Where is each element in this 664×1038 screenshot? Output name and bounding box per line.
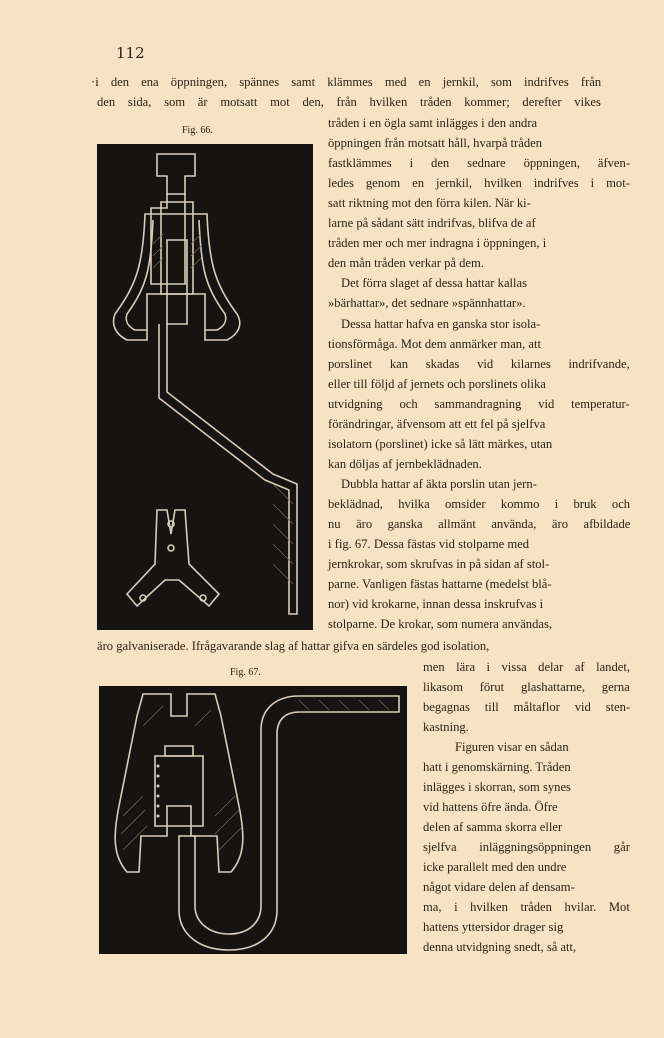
figure-66 <box>97 144 313 630</box>
text-line: Det förra slaget af dessa hattar kallas <box>341 276 528 290</box>
text-line: äro galvaniserade. Ifrågavarande slag af hattar gifva en särdeles god isolation, <box>97 639 490 653</box>
text-line: fastklämmes i den sednare öppningen, äfven- <box>328 156 631 170</box>
text-line: hattens yttersidor drager sig <box>423 920 564 934</box>
text-line: »bärhattar», det sednare »spännhattar». <box>328 296 526 310</box>
text-line: begagnas till måltaflor vid sten- <box>423 700 631 714</box>
text-line: nor) vid krokarne, innan dessa inskrufvas i <box>328 597 544 611</box>
text-line: porslinet kan skadas vid kilarnes indrifvande, <box>328 357 630 371</box>
text-line: Figuren visar en sådan <box>455 740 569 754</box>
text-line: den sida, som är motsatt mot den, från hvilken tråden kommer; derefter vikes <box>97 95 601 109</box>
insulator-hook-cross-section-illustration <box>97 144 313 630</box>
text-line: nu äro ganska allmänt använda, äro afbildade <box>328 517 631 531</box>
text-line: ledes genom en jernkil, hvilken indrifves i mot- <box>328 176 630 190</box>
text-line: den mån tråden verkar på dem. <box>328 256 484 270</box>
text-line: beklädnad, hvilka omsider kommo i bruk och <box>328 497 631 511</box>
text-line: i fig. 67. Dessa fästas vid stolparne med <box>328 537 530 551</box>
text-line: larne på sådant sätt indrifvas, blifva de af <box>328 216 536 230</box>
text-line: isolatorn (porslinet) icke så lätt märkes, utan <box>328 437 553 451</box>
text-line: icke parallelt med den undre <box>423 860 567 874</box>
text-line: vid hattens öfre ända. Öfre <box>423 800 558 814</box>
text-line: denna utvidgning snedt, så att, <box>423 940 577 954</box>
text-line: inlägges i skorran, som synes <box>423 780 571 794</box>
text-line: kan döljas af jernbeklädnaden. <box>328 457 482 471</box>
text-line: satt riktning mot den förra kilen. När ki- <box>328 196 531 210</box>
text-line: delen af samma skorra eller <box>423 820 563 834</box>
figure-67 <box>99 686 407 954</box>
text-line: ma, i hvilken tråden hvilar. Mot <box>423 900 630 914</box>
text-line: utvidgning och sammandragning vid temperatur- <box>328 397 630 411</box>
text-line: tråden i en ögla samt inlägges i den andra <box>328 116 538 130</box>
text-line: Dessa hattar hafva en ganska stor isola- <box>341 317 541 331</box>
page-number: 112 <box>116 44 145 62</box>
figure-66-caption: Fig. 66. <box>182 125 213 136</box>
text-line: något vidare delen af densam- <box>423 880 575 894</box>
text-line: tråden mer och mer indragna i öppningen, i <box>328 236 547 250</box>
insulator-with-hook-cross-section-illustration <box>99 686 407 954</box>
text-line: parne. Vanligen fästas hattarne (medelst blå- <box>328 577 552 591</box>
text-line: likasom förut glashattarne, gerna <box>423 680 630 694</box>
text-line: sjelfva inläggningsöppningen går <box>423 840 630 854</box>
text-line: kastning. <box>423 720 469 734</box>
text-line: ·i den ena öppningen, spännes samt klämmes med en jernkil, som indrifves från <box>91 75 602 89</box>
text-line: jernkrokar, som skrufvas in på sidan af stol- <box>328 557 550 571</box>
text-line: hatt i genomskärning. Tråden <box>423 760 571 774</box>
text-line: Dubbla hattar af äkta porslin utan jern- <box>341 477 537 491</box>
figure-67-caption: Fig. 67. <box>230 667 261 678</box>
text-line: öppningen från motsatt håll, hvarpå tråden <box>328 136 543 150</box>
text-line: förändringar, äfvensom att ett fel på sjelfva <box>328 417 546 431</box>
text-line: eller till följd af jernets och porslinets olika <box>328 377 546 391</box>
text-line: stolparne. De krokar, som numera användas, <box>328 617 553 631</box>
text-line: tionsförmåga. Mot dem anmärker man, att <box>328 337 541 351</box>
text-line: men lära i vissa delar af landet, <box>423 660 631 674</box>
